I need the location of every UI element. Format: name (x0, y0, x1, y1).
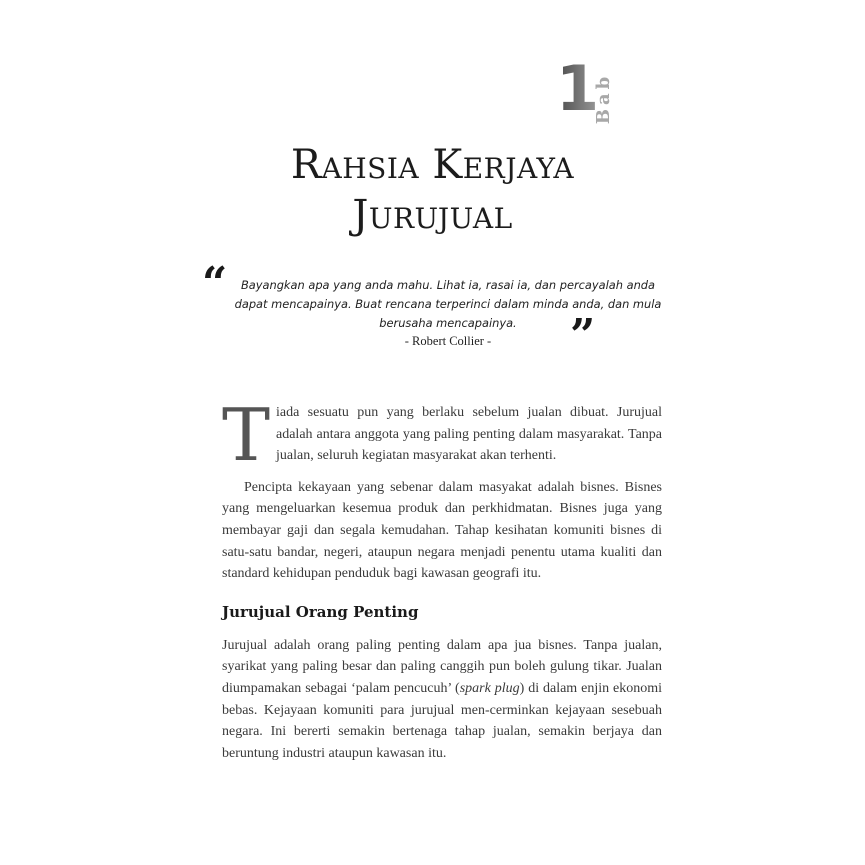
chapter-title-line-2: Jurujual (352, 192, 513, 238)
paragraph-3-text-b: ) di dalam enjin ekonomi bebas. Kejayaan komuniti para jurujual men-cerminkan kejayaan sesebuah negara. Ini bererti semakin bertenaga tahap jualan, semakin berjaya dan beruntung industri ataupun kawasan itu. (222, 680, 662, 761)
paragraph-1 (222, 393, 662, 477)
paragraph-3-text-a: Jurujual adalah orang paling penting dalam apa jua bisnes. Tanpa jualan, syarikat yang paling besar dan paling canggih pun boleh gulung tikar. Jualan diumpamakan sebagai ‘palam pencucuh’ ( (222, 637, 662, 696)
chapter-marker (556, 52, 616, 126)
chapter-number: 1 (556, 52, 600, 125)
chapter-label: Bab (593, 72, 615, 125)
open-quote-mark: “ (202, 258, 228, 309)
paragraph-2: Pencipta kekayaan yang sebenar dalam masyakat adalah bisnes. Bisnes yang mengeluarkan kesemua produk dan perkhidmatan. Bisnes juga yang membayar gaji dan segala kemudahan. Tahap kesihatan komuniti bisnes di satu-satu bandar, negeri, ataupun negara menjadi penentu utama kualiti dan standard kehidupan penduduk bagi kawasan geografi itu. (222, 479, 662, 582)
paragraph-3 (222, 635, 662, 765)
body-text (222, 393, 662, 764)
chapter-title (0, 140, 865, 240)
epigraph-quote: Bayangkan apa yang anda mahu. Lihat ia, rasai ia, dan percayalah anda dapat mencapainya. Buat rencana terperinci dalam minda anda, dan mula berusaha mencapainya. (234, 278, 662, 330)
close-quote-mark: ” (570, 310, 596, 361)
paragraph-3-italic: spark plug (459, 680, 520, 696)
section-heading: Jurujual Orang Penting (222, 602, 419, 621)
paragraph-1-text: iada sesuatu pun yang berlaku sebelum jualan dibuat. Jurujual adalah antara anggota yang paling penting dalam masyarakat. Tanpa jualan, seluruh kegiatan masyarakat akan terhenti. (276, 405, 662, 464)
drop-cap: T (222, 393, 271, 477)
quote-author: - Robert Collier - (404, 334, 492, 348)
chapter-title-line-1: Rahsia Kerjaya (290, 142, 575, 188)
